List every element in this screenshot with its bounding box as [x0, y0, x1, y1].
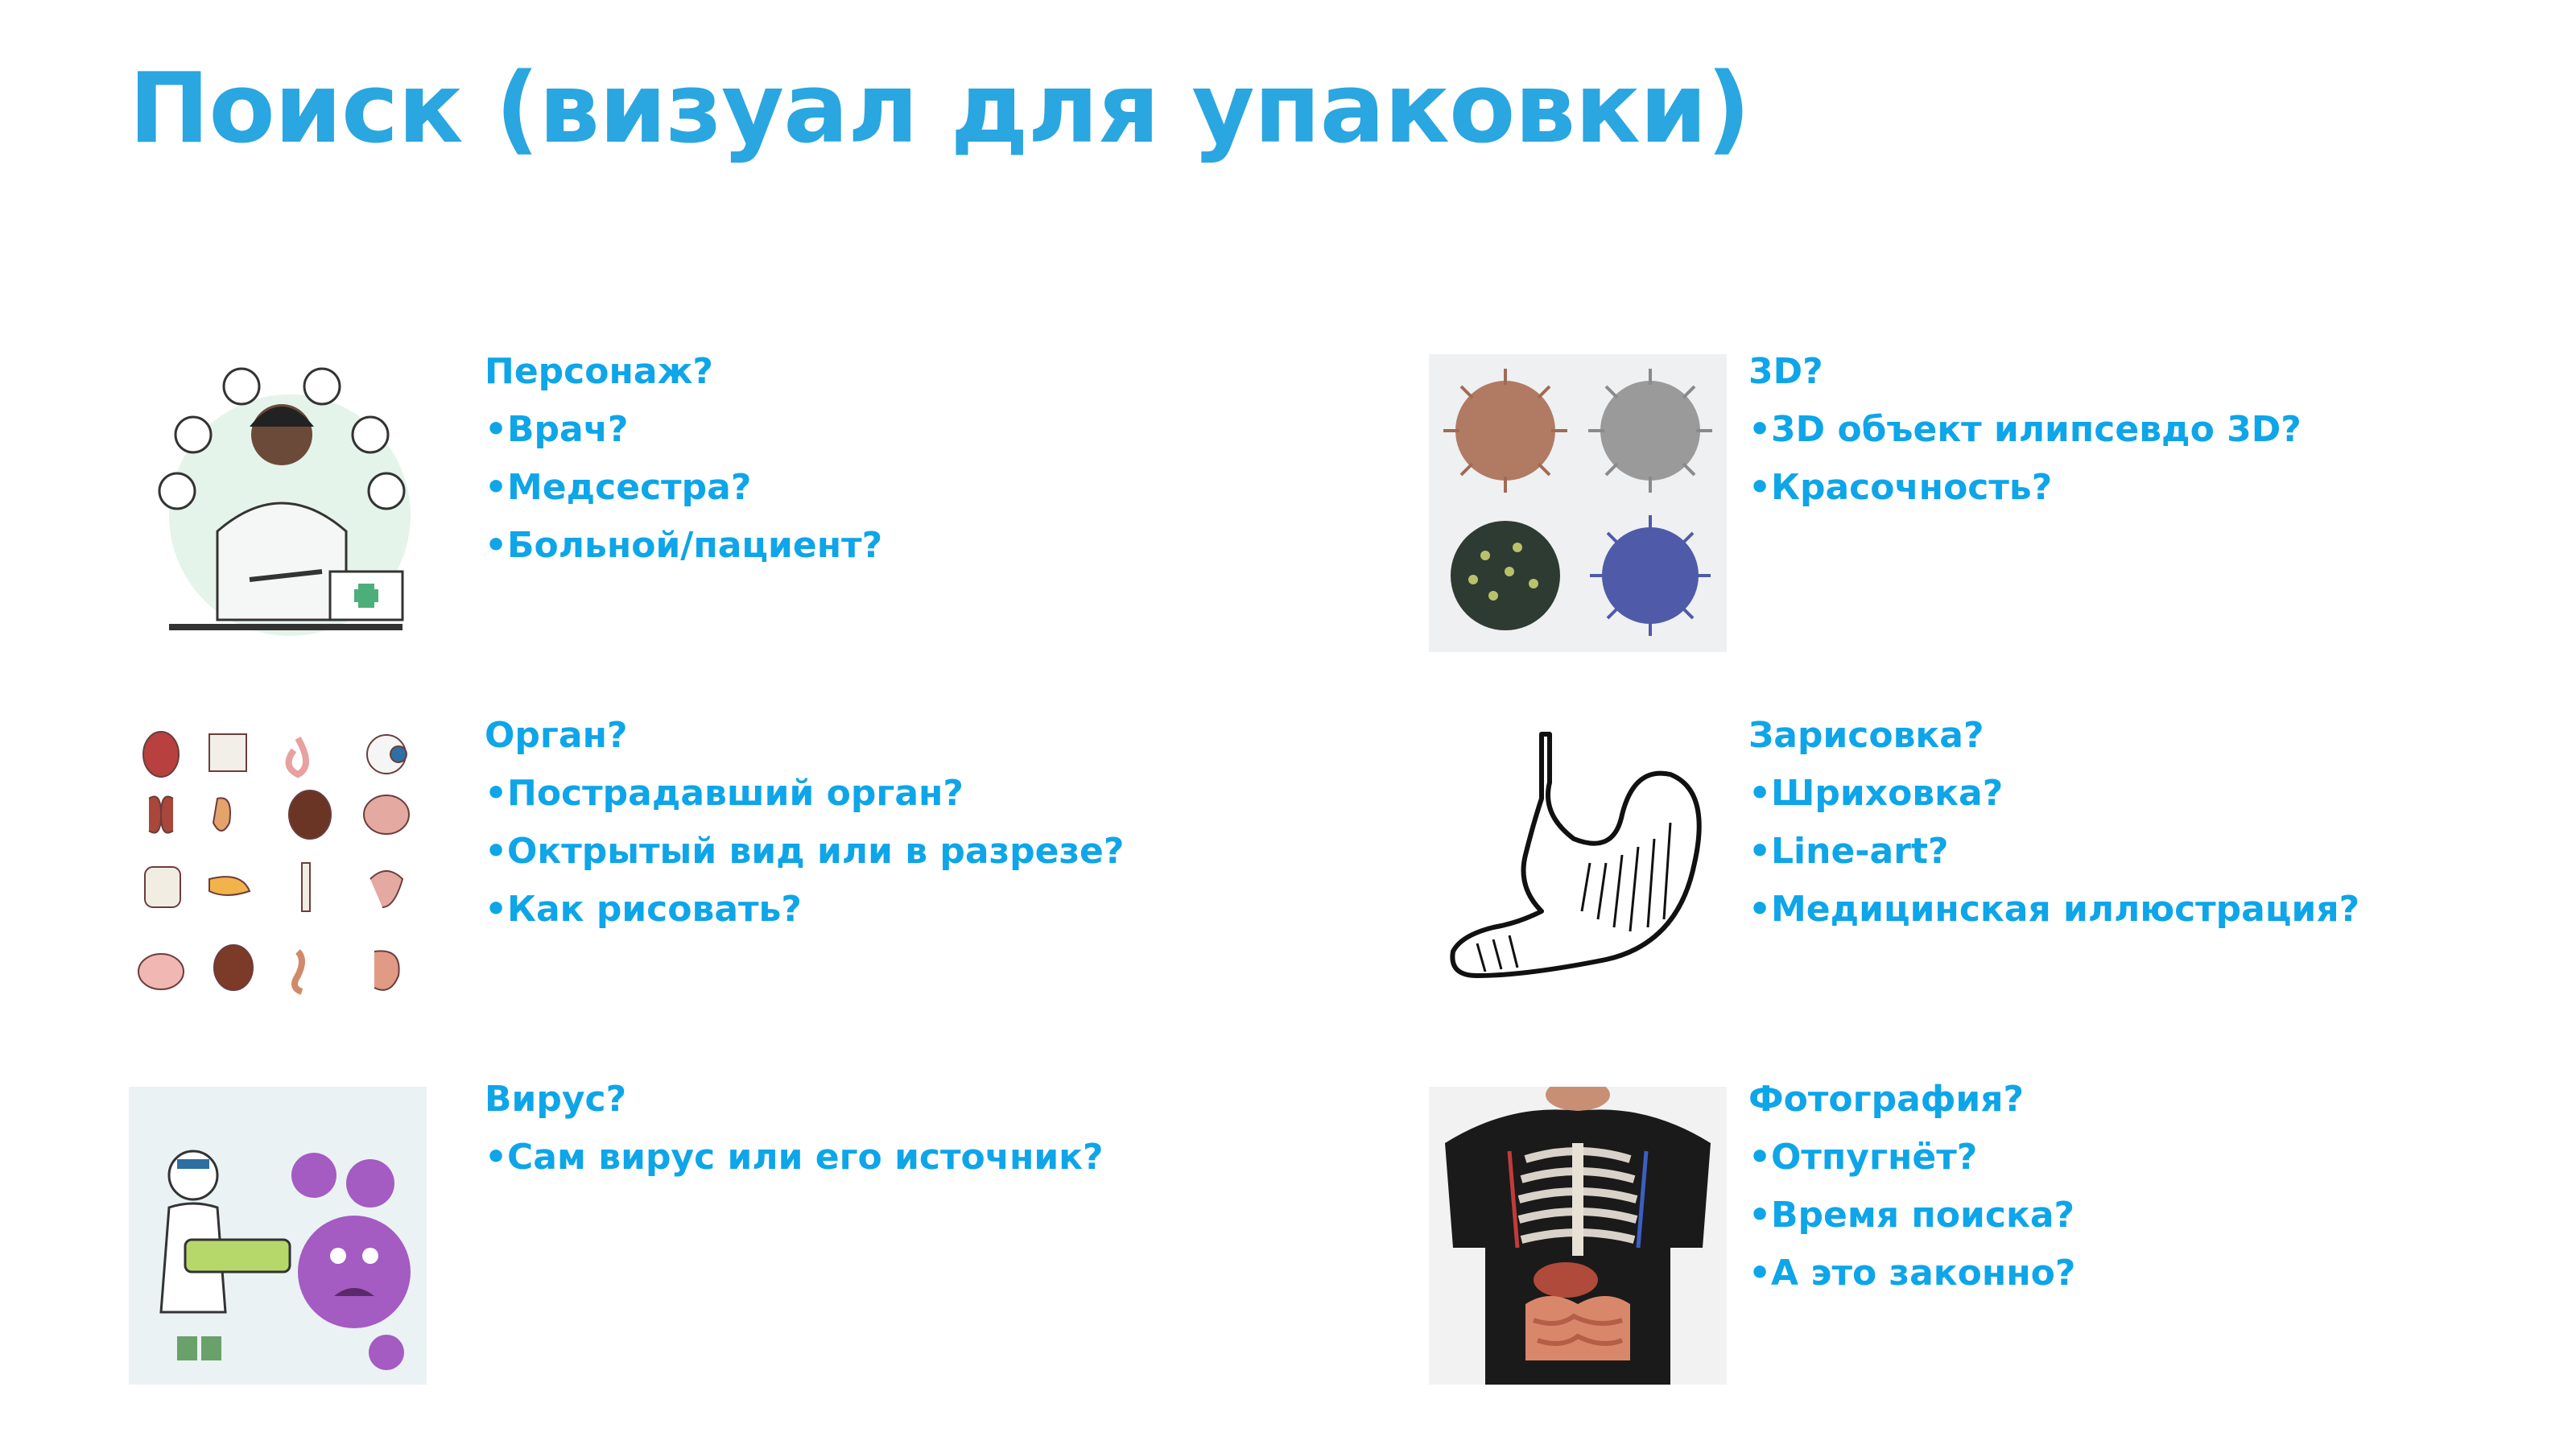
list-item: •Врач? — [485, 409, 629, 450]
section-virus — [485, 1071, 1104, 1187]
virus-cartoon — [129, 1087, 427, 1385]
stomach-line-art — [1429, 718, 1727, 1016]
list-item: •Медицинская иллюстрация? — [1748, 889, 2360, 930]
section-organ — [485, 707, 1124, 939]
list-item: •Октрытый вид или в разрезе? — [485, 831, 1125, 872]
section-heading: 3D? — [1748, 351, 1823, 392]
section-zarisovka — [1748, 707, 2359, 939]
section-heading: Вирус? — [485, 1079, 627, 1120]
section-heading: Персонаж? — [485, 351, 713, 392]
anatomy-shirt-photo — [1429, 1087, 1727, 1385]
list-item: •Шриховка? — [1748, 773, 2004, 814]
list-item: •Красочность? — [1748, 467, 2053, 508]
3d-virus-render — [1429, 354, 1727, 652]
section-heading: Фотография? — [1748, 1079, 2025, 1120]
section-3d — [1748, 343, 2301, 517]
list-item: •Пострадавший орган? — [485, 773, 964, 814]
list-item: •Больной/пациент? — [485, 525, 883, 566]
list-item: •А это законно? — [1748, 1253, 2076, 1294]
page-title: Поиск (визуал для упаковки) — [129, 53, 1750, 165]
list-item: •Медсестра? — [485, 467, 752, 508]
list-item: •Отпугнёт? — [1748, 1137, 1978, 1178]
section-heading: Зарисовка? — [1748, 715, 1984, 756]
organs-set-illustration — [129, 718, 427, 1016]
doctor-illustration — [129, 354, 427, 652]
list-item: •Время поиска? — [1748, 1195, 2075, 1236]
list-item: •Как рисовать? — [485, 889, 802, 930]
list-item: •3D объект илипсевдо 3D? — [1748, 409, 2301, 450]
list-item: •Line-art? — [1748, 831, 1949, 872]
section-personazh — [485, 343, 882, 575]
section-heading: Орган? — [485, 715, 628, 756]
section-fotografiya — [1748, 1071, 2075, 1302]
list-item: •Сам вирус или его источник? — [485, 1137, 1104, 1178]
